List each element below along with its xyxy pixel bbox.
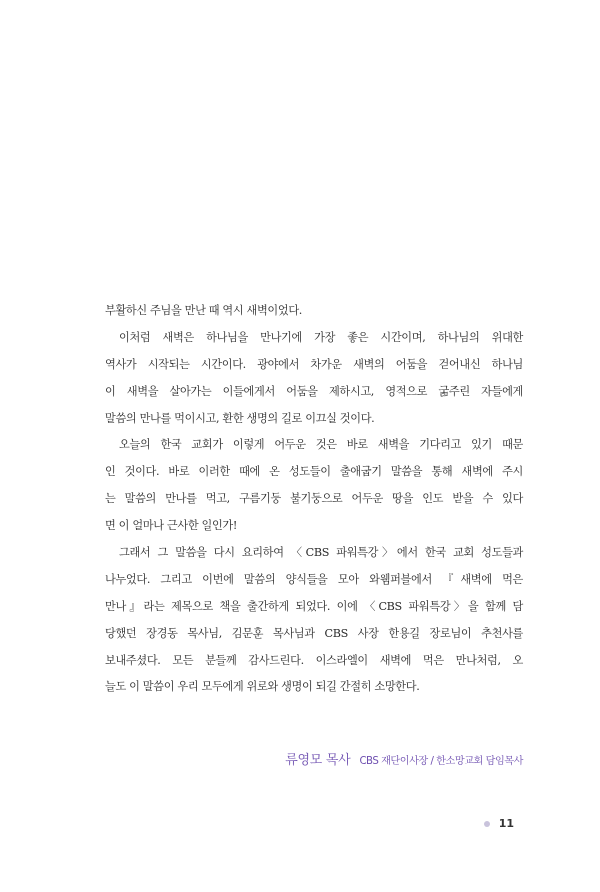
- paragraph-line: 역사가 시작되는 시간이다. 광야에서 차가운 새벽의 어둠을 걷어내신 하나님: [105, 357, 523, 371]
- paragraph-line: 나누었다. 그리고 이번에 말씀의 양식들을 모아 와웸퍼블에서 『새벽에 먹은: [105, 572, 523, 586]
- paragraph-line: 인 것이다. 바로 이러한 때에 온 성도들이 출애굽기 말씀을 통해 새벽에 주시: [105, 465, 523, 479]
- paragraph-line: 이 새벽을 살아가는 이들에게서 어둠을 제하시고, 영적으로 굶주린 자들에게: [105, 384, 523, 398]
- page-number: 11: [498, 817, 514, 830]
- paragraph-line: 보내주셨다. 모든 분들께 감사드린다. 이스라엘이 새벽에 먹은 만나처럼, 오: [105, 653, 523, 667]
- paragraph-line: 말씀의 만나를 먹이시고, 환한 생명의 길로 이끄실 것이다.: [105, 411, 375, 425]
- author-title: CBS 재단이사장 / 한소망교회 담임목사: [359, 756, 523, 767]
- paragraph-line: 당했던 장경동 목사님, 김문훈 목사님과 CBS 사장 한용길 장로님이 추천사를: [105, 626, 523, 640]
- author-name: 류영모 목사: [285, 753, 351, 768]
- bullet-dot-icon: [484, 821, 490, 827]
- paragraph-line: 만나』라는 제목으로 책을 출간하게 되었다. 이에 〈CBS 파워특강〉을 함께 담: [105, 599, 523, 613]
- paragraph-line: 오늘의 한국 교회가 이렇게 어두운 것은 바로 새벽을 기다리고 있기 때문: [119, 438, 523, 452]
- paragraph-line: 면 이 얼마나 근사한 일인가!: [105, 519, 237, 533]
- page-number-block: [484, 817, 514, 830]
- author-signature: [285, 749, 523, 768]
- paragraph-line: 이처럼 새벽은 하나님을 만나기에 가장 좋은 시간이며, 하나님의 위대한: [119, 330, 523, 344]
- paragraph-line: 는 말씀의 만나를 먹고, 구름기둥 불기둥으로 어두운 땅을 인도 받을 수 있다: [105, 492, 523, 506]
- body-text: [105, 298, 523, 701]
- paragraph-line: 늘도 이 말씀이 우리 모두에게 위로와 생명이 되길 간절히 소망한다.: [105, 680, 420, 694]
- paragraph-line: 부활하신 주님을 만난 때 역시 새벽이었다.: [105, 304, 303, 317]
- paragraph-line: 그래서 그 말씀을 다시 요리하여 〈CBS 파워특강〉에서 한국 교회 성도들과: [119, 546, 523, 560]
